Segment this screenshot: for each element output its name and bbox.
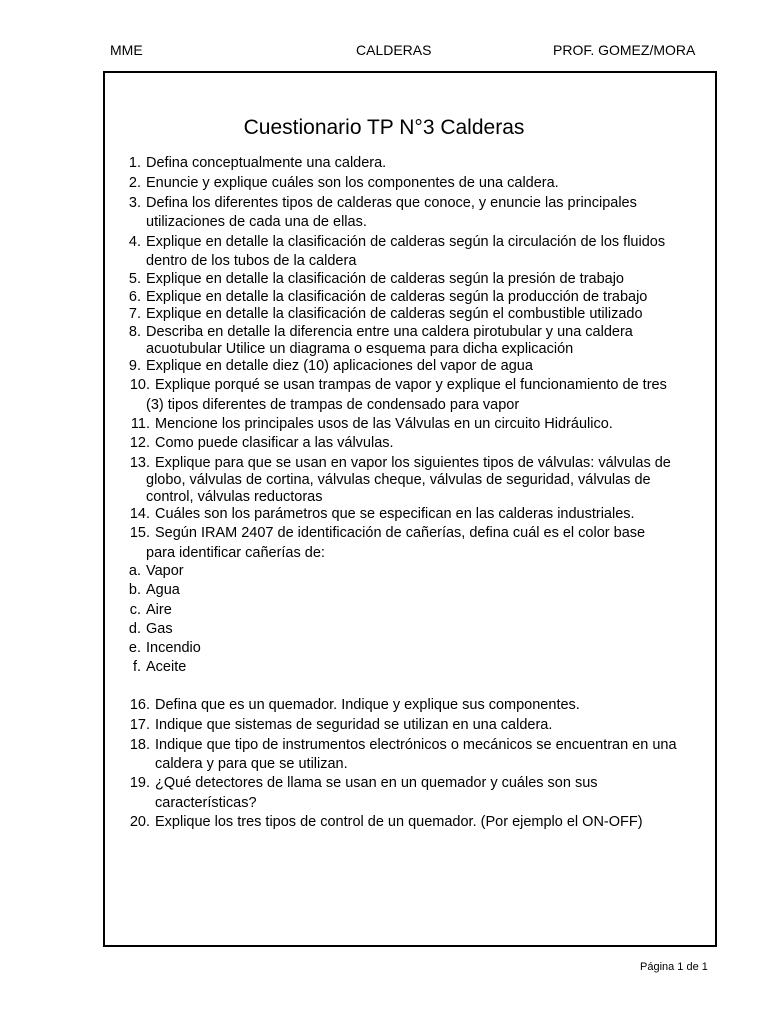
header-professor: PROF. GOMEZ/MORA xyxy=(553,42,696,58)
question-item xyxy=(128,155,387,172)
question-number: 7. xyxy=(128,306,141,322)
question-text: utilizaciones de cada una de ellas. xyxy=(146,214,367,230)
question-text: control, válvulas reductoras xyxy=(146,489,323,505)
question-number: d. xyxy=(128,621,141,637)
page-title: Cuestionario TP N°3 Calderas xyxy=(243,116,525,139)
question-number: 12. xyxy=(129,435,150,451)
question-item-continuation xyxy=(146,489,323,506)
question-item xyxy=(129,506,635,523)
question-text: Aire xyxy=(146,602,172,618)
question-number: a. xyxy=(128,563,141,579)
question-text: acuotubular Utilice un diagrama o esquema para dicha explicación xyxy=(146,341,574,357)
question-item xyxy=(128,582,180,599)
question-number: e. xyxy=(128,640,141,656)
question-item xyxy=(129,775,598,792)
question-text: Agua xyxy=(146,582,180,598)
question-number: 8. xyxy=(128,324,141,340)
question-text: Defina conceptualmente una caldera. xyxy=(146,155,387,171)
question-text: dentro de los tubos de la caldera xyxy=(146,253,357,269)
question-text: Defina que es un quemador. Indique y explique sus componentes. xyxy=(155,697,580,713)
question-number: 9. xyxy=(128,358,141,374)
question-text: Explique porqué se usan trampas de vapor y explique el funcionamiento de tres xyxy=(155,377,667,393)
question-text: Explique en detalle diez (10) aplicaciones del vapor de agua xyxy=(146,358,533,374)
question-text: Como puede clasificar a las válvulas. xyxy=(155,435,394,451)
question-item xyxy=(128,621,173,638)
question-item xyxy=(132,659,187,676)
question-number: 13. xyxy=(129,455,150,471)
question-number: 3. xyxy=(128,195,141,211)
question-number: b. xyxy=(128,582,141,598)
header-subject: CALDERAS xyxy=(356,42,432,58)
question-text: Vapor xyxy=(146,563,184,579)
question-item-continuation xyxy=(146,253,356,270)
question-number: f. xyxy=(132,659,141,675)
question-text: para identificar cañerías de: xyxy=(146,545,325,561)
question-number: 5. xyxy=(128,271,141,287)
question-text: Explique los tres tipos de control de un quemador. (Por ejemplo el ON-OFF) xyxy=(155,814,643,830)
question-text: Indique que sistemas de seguridad se utilizan en una caldera. xyxy=(155,717,553,733)
question-text: características? xyxy=(155,795,257,811)
question-text: Según IRAM 2407 de identificación de cañerías, defina cuál es el color base xyxy=(155,525,646,541)
question-text: Explique en detalle la clasificación de calderas según el combustible utilizado xyxy=(146,306,643,322)
question-text: ¿Qué detectores de llama se usan en un quemador y cuáles son sus xyxy=(155,775,598,791)
question-item xyxy=(128,175,559,192)
question-text: Describa en detalle la diferencia entre una caldera pirotubular y una caldera xyxy=(146,324,633,340)
question-text: (3) tipos diferentes de trampas de condensado para vapor xyxy=(146,397,520,413)
question-number: 11. xyxy=(130,416,150,432)
question-item xyxy=(128,563,184,580)
question-item-continuation xyxy=(146,397,519,414)
question-number: 6. xyxy=(128,289,141,305)
question-item xyxy=(129,717,553,734)
question-item xyxy=(128,324,633,341)
question-text: Defina los diferentes tipos de calderas que conoce, y enuncie las principales xyxy=(146,195,637,211)
question-item xyxy=(129,737,677,754)
question-item xyxy=(130,416,613,433)
question-text: caldera y para que se utilizan. xyxy=(155,756,348,772)
question-item-continuation xyxy=(146,472,651,489)
question-number: 18. xyxy=(129,737,150,753)
page-number: Página 1 de 1 xyxy=(640,961,708,973)
question-item xyxy=(129,377,667,394)
header-course: MME xyxy=(110,42,143,58)
question-item-continuation xyxy=(146,341,573,358)
question-item-continuation xyxy=(155,795,257,812)
question-text: Incendio xyxy=(146,640,201,656)
question-item xyxy=(128,306,643,323)
question-text: Mencione los principales usos de las Válvulas en un circuito Hidráulico. xyxy=(155,416,613,432)
question-text: Cuáles son los parámetros que se especifican en las calderas industriales. xyxy=(155,506,635,522)
question-item xyxy=(129,525,646,542)
question-number: 4. xyxy=(128,234,141,250)
question-number: 16. xyxy=(129,697,150,713)
question-text: Indique que tipo de instrumentos electrónicos o mecánicos se encuentran en una xyxy=(155,737,677,753)
question-item xyxy=(128,234,666,251)
question-text: Explique para que se usan en vapor los siguientes tipos de válvulas: válvulas de xyxy=(155,455,671,471)
question-item xyxy=(129,697,580,714)
question-number: 2. xyxy=(128,175,141,191)
question-item-continuation xyxy=(146,545,325,562)
question-text: Gas xyxy=(146,621,173,637)
question-number: 20. xyxy=(129,814,150,830)
question-item xyxy=(128,640,201,657)
question-text: Explique en detalle la clasificación de calderas según la presión de trabajo xyxy=(146,271,624,287)
question-number: 14. xyxy=(129,506,150,522)
question-item xyxy=(129,435,394,452)
question-item xyxy=(129,814,643,831)
question-item xyxy=(128,195,637,212)
question-number: 19. xyxy=(129,775,150,791)
question-text: Explique en detalle la clasificación de calderas según la circulación de los fluidos xyxy=(146,234,666,250)
question-text: globo, válvulas de cortina, válvulas cheque, válvulas de seguridad, válvulas de xyxy=(146,472,651,488)
question-text: Explique en detalle la clasificación de calderas según la producción de trabajo xyxy=(146,289,648,305)
question-number: 15. xyxy=(129,525,150,541)
question-number: 10. xyxy=(129,377,150,393)
question-item-continuation xyxy=(155,756,348,773)
question-text: Enuncie y explique cuáles son los componentes de una caldera. xyxy=(146,175,559,191)
question-number: c. xyxy=(129,602,141,618)
question-number: 17. xyxy=(129,717,150,733)
question-item xyxy=(129,455,671,472)
question-item xyxy=(128,289,648,306)
question-item-continuation xyxy=(146,214,367,231)
question-item xyxy=(128,358,533,375)
question-text: Aceite xyxy=(146,659,187,675)
question-item xyxy=(128,271,624,288)
question-item xyxy=(129,602,172,619)
question-number: 1. xyxy=(128,155,141,171)
